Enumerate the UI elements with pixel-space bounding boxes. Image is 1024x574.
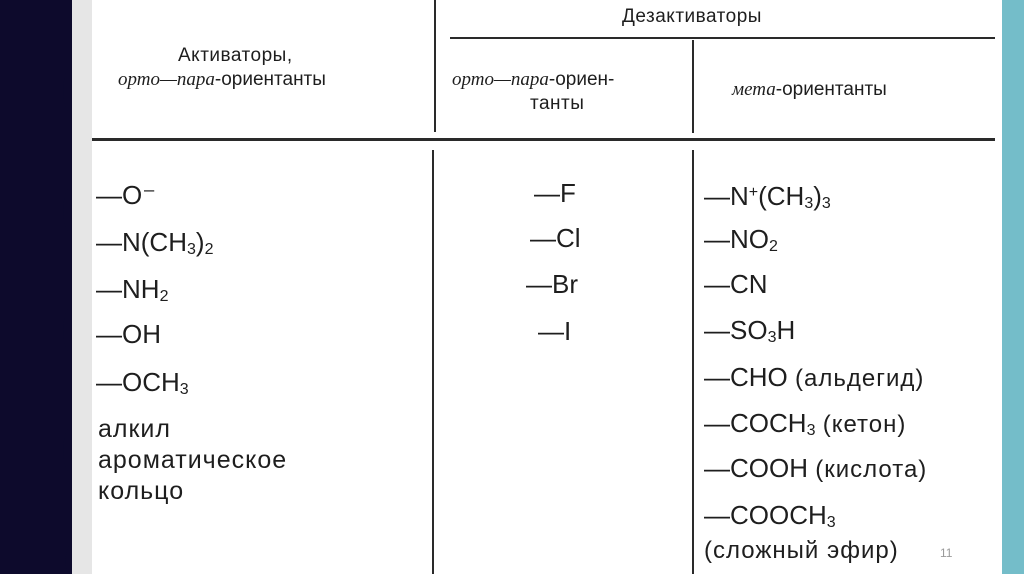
op-deactivator-cl: —Cl [530, 223, 581, 253]
meta-cooch3-note [704, 536, 899, 564]
activators-header-line2 [118, 68, 326, 91]
activator-n-dimethyl [96, 229, 213, 263]
activator-alkyl: алкил [98, 415, 171, 443]
formula-note: (альдегид) [795, 365, 925, 392]
meta-cooch3 [704, 502, 836, 536]
formula-part: —NO [704, 224, 769, 254]
formula-note: (кислота) [815, 456, 928, 483]
formula-part: H [776, 315, 796, 345]
header-bottom-line [92, 138, 995, 141]
deactivators-header: Дезактиваторы [622, 6, 762, 27]
meta-italic: мета [732, 79, 776, 100]
formula-part: (CH [758, 181, 805, 211]
formula-sub: 2 [159, 288, 169, 305]
meta-coch3 [704, 410, 906, 444]
formula-part: —COOCH [704, 500, 827, 530]
formula-part: —OCH [96, 367, 180, 397]
deact-op-header-line2: танты [530, 93, 585, 114]
formula-part: ) [813, 181, 822, 211]
op-deactivator-br: —Br [526, 269, 578, 299]
activator-o-minus: —O⁻ [96, 180, 156, 210]
vertical-divider-2 [692, 40, 694, 133]
activator-aromatic-line1: ароматическое [98, 446, 288, 474]
deact-op-italic: орто—пара [452, 69, 549, 90]
vertical-divider-2-lower [692, 150, 694, 574]
meta-no2 [704, 226, 778, 260]
activator-aromatic-line2: кольцо [98, 477, 185, 505]
right-margin [995, 0, 1002, 574]
formula-sub: 3 [767, 329, 777, 346]
formula-sub: 2 [204, 241, 214, 258]
formula-sub: 3 [179, 381, 189, 398]
deact-op-rest: -ориен- [548, 69, 615, 90]
activator-och3 [96, 369, 189, 403]
gray-page-edge [72, 0, 92, 574]
activators-header-line1: Активаторы, [178, 45, 293, 66]
meta-cho [704, 364, 924, 392]
right-teal-strip [1002, 0, 1024, 574]
formula-sub: 2 [769, 238, 778, 255]
formula-sub: 3 [821, 195, 831, 212]
formula-sub: 3 [826, 514, 836, 531]
formula-part: —SO [704, 315, 768, 345]
formula-part: —COCH [704, 408, 807, 438]
formula-part: —COOH [704, 453, 808, 483]
meta-trimethylammonium [704, 180, 831, 217]
header-subline [450, 37, 995, 39]
op-deactivator-f: —F [534, 178, 576, 208]
page-number: 11 [940, 546, 953, 560]
formula-part: —N [704, 181, 749, 211]
formula-note: (кетон) [822, 411, 907, 438]
formula-sub: 3 [806, 422, 816, 439]
substituent-table [92, 0, 995, 574]
formula-part: —CHO [704, 362, 788, 392]
formula-part: —NH [96, 274, 160, 304]
activators-italic: орто—пара [118, 69, 215, 90]
activators-rest: -ориентанты [214, 69, 326, 90]
meta-rest: -ориентанты [775, 79, 887, 100]
meta-cooh [704, 455, 927, 483]
activator-oh: —OH [96, 319, 161, 349]
op-deactivator-i: —I [538, 316, 572, 346]
meta-header [732, 78, 887, 101]
vertical-divider-1-lower [432, 150, 434, 574]
deact-op-header-line1 [452, 68, 614, 91]
formula-part: —N(CH [96, 227, 187, 257]
formula-part: ) [195, 227, 205, 257]
meta-so3h [704, 317, 795, 351]
vertical-divider-1 [434, 0, 436, 132]
formula-sub: 3 [187, 241, 196, 258]
formula-sup: + [748, 184, 759, 201]
activator-nh2 [96, 276, 168, 310]
formula-sub: 3 [804, 195, 814, 212]
formula-note: (сложный эфир) [704, 537, 899, 564]
meta-cn: —CN [704, 269, 768, 299]
